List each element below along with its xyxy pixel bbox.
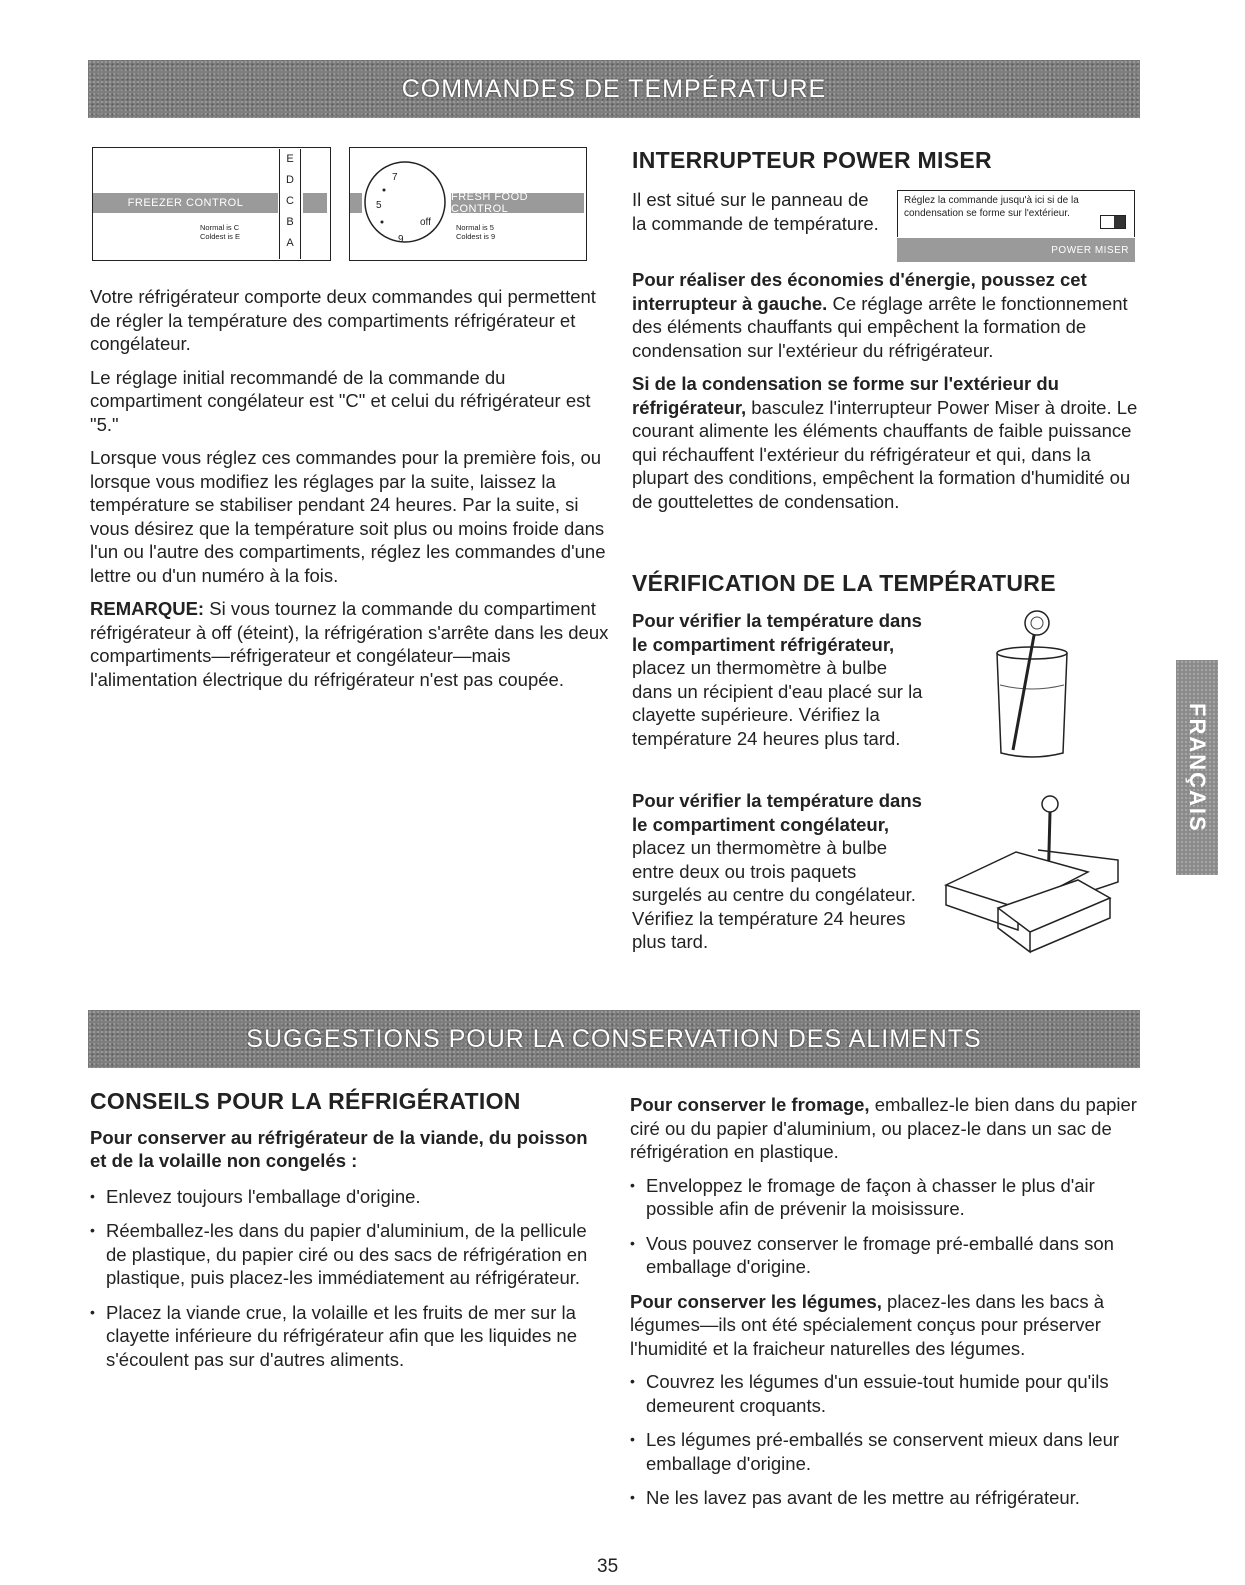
verif-freezer-text [632, 789, 927, 964]
language-tab [1176, 660, 1218, 875]
scale-letter-c: C [286, 195, 294, 207]
verif-fridge-text [632, 609, 927, 760]
energy-savings-lead: Pour réaliser des économies d'énergie, poussez cet interrupteur à gauche. [632, 269, 1087, 314]
freezer-indicator-strip [303, 193, 327, 213]
list-item: • Vous pouvez conserver le fromage pré-emballé dans son emballage d'origine. [630, 1232, 1140, 1279]
power-miser-callout-text: Réglez la commande jusqu'à ici si de la condensation se forme sur l'extérieur. [904, 195, 1079, 219]
freezer-normal-text: Normal is C [200, 223, 240, 232]
intro-paragraph: Votre réfrigérateur comporte deux commandes qui permettent de régler la température des compartiments réfrigérateur et congélateur. [90, 286, 596, 354]
power-miser-callout [897, 190, 1135, 237]
scale-letter-a: A [286, 237, 294, 249]
list-item: • Les légumes pré-emballés se conservent mieux dans leur emballage d'origine. [630, 1428, 1140, 1475]
energy-savings-paragraph [632, 268, 1142, 362]
banner-title: COMMANDES DE TEMPÉRATURE [401, 74, 827, 103]
cheese-list [630, 1174, 1140, 1279]
power-miser-intro: Il est situé sur le panneau de la commande de température. [632, 189, 879, 234]
list-item: • Couvrez les légumes d'un essuie-tout humide pour qu'ils demeurent croquants. [630, 1370, 1140, 1417]
verif-freezer-paragraph [632, 789, 927, 954]
initial-setting-paragraph: Le réglage initial recommandé de la commande du compartiment congélateur est "C" et celui du réfrigérateur est "5." [90, 366, 591, 435]
energy-savings-text: Ce réglage arrête le fonctionnement des éléments chauffants qui empêchent la formation de condensation sur l'extérieur du réfrigérateur. [632, 292, 1128, 361]
cheese-vegetables-column [630, 1093, 1140, 1521]
list-item: • Réemballez-les dans du papier d'aluminium, de la pellicule de plastique, du papier ciré ou des sacs de réfrigération en plastique, puis placez-les immédiatement au réfrigérateur. [90, 1219, 590, 1290]
section-banner-temperature [88, 60, 1140, 118]
meat-storage-lead: Pour conserver au réfrigérateur de la viande, du poisson et de la volaille non congelés : [90, 1126, 588, 1171]
adjustment-paragraph: Lorsque vous réglez ces commandes pour la première fois, ou lorsque vous modifiez les réglages par la suite, laissez la température se stabiliser pendant 24 heures. Par la suite, si vous désirez que la température soit plus ou moins froide dans l'un ou l'autre des compartiments, réglez les commandes d'une lettre ou d'un numéro à la fois. [90, 447, 606, 586]
thermometer-glass-icon [985, 605, 1080, 765]
remarque-label: REMARQUE: [90, 598, 205, 619]
scale-letter-e: E [286, 153, 294, 165]
condensation-text: basculez l'interrupteur Power Miser à droite. Le courant alimente les éléments chauffants de faible puissance qui réchauffent l'extérieur du réfrigérateur et qui, dans la plupart des conditions, empêchent la formation d'humidité ou de gouttelettes de condensation. [632, 396, 1138, 512]
meat-storage-subheading [90, 1126, 590, 1173]
thermometer-frozen-packages-icon [938, 790, 1128, 960]
language-tab-label: FRANÇAIS [1185, 702, 1210, 833]
page-number: 35 [597, 1556, 619, 1577]
list-item: • Enveloppez le fromage de façon à chasser le plus d'air possible afin de prévenir la moisissure. [630, 1174, 1140, 1221]
condensation-lead: Si de la condensation se forme sur l'extérieur du réfrigérateur, [632, 373, 1059, 418]
meat-storage-list [90, 1185, 590, 1372]
power-miser-text [632, 268, 1142, 523]
fresh-normal-text: Normal is 5 [456, 223, 494, 232]
refrigeration-tips-column [90, 1090, 590, 1382]
fresh-food-dial-icon [360, 150, 450, 255]
vegetables-text: placez-les dans les bacs à légumes—ils ont été spécialement conçus pour préserver l'humidité et la fraicheur naturelles des légumes. [630, 1290, 1105, 1359]
list-item: • Enlevez toujours l'emballage d'origine. [90, 1185, 590, 1209]
freezer-control-label: FREEZER CONTROL [93, 193, 278, 213]
verif-fridge-paragraph [632, 609, 927, 750]
svg-text:off: off [420, 217, 431, 228]
verif-freezer-lead: Pour vérifier la température dans le compartiment congélateur, [632, 790, 922, 835]
verification-heading: VÉRIFICATION DE LA TEMPÉRATURE [632, 570, 1056, 596]
cheese-lead: Pour conserver le fromage, [630, 1094, 870, 1115]
refrigeration-tips-heading: CONSEILS POUR LA RÉFRIGÉRATION [90, 1088, 521, 1114]
power-miser-label: POWER MISER [897, 238, 1135, 262]
power-miser-heading: INTERRUPTEUR POWER MISER [632, 147, 992, 173]
power-miser-figure [897, 190, 1137, 269]
fresh-food-control-label: FRESH FOOD CONTROL [451, 193, 584, 213]
section-banner-food-storage [88, 1010, 1140, 1068]
scale-letter-b: B [286, 216, 294, 228]
banner-title: SUGGESTIONS POUR LA CONSERVATION DES ALIMENTS [246, 1024, 982, 1053]
condensation-paragraph [632, 372, 1142, 513]
svg-text:9: 9 [398, 234, 404, 245]
vegetables-paragraph [630, 1290, 1140, 1361]
vegetables-list [630, 1370, 1140, 1510]
temperature-intro-column [90, 285, 610, 701]
cheese-paragraph [630, 1093, 1140, 1164]
remarque-paragraph [90, 597, 610, 691]
list-item: • Ne les lavez pas avant de les mettre au réfrigérateur. [630, 1486, 1140, 1510]
svg-text:5: 5 [376, 200, 382, 211]
scale-letter-d: D [286, 174, 294, 186]
cheese-text: emballez-le bien dans du papier ciré ou du papier d'aluminium, ou placez-le dans un sac de réfrigération en plastique. [630, 1094, 1137, 1162]
list-item: • Placez la viande crue, la volaille et les fruits de mer sur la clayette inférieure du réfrigérateur afin que les liquides ne s'écoulent pas sur d'autres aliments. [90, 1301, 590, 1372]
verif-fridge-lead: Pour vérifier la température dans le compartiment réfrigérateur, [632, 610, 922, 655]
verif-fridge-body: placez un thermomètre à bulbe dans un récipient d'eau placé sur la clayette supérieure. Vérifiez la température 24 heures plus tard. [632, 657, 923, 749]
power-miser-switch-icon [1100, 215, 1126, 229]
fresh-coldest-text: Coldest is 9 [456, 232, 496, 241]
svg-text:7: 7 [392, 172, 398, 183]
verif-freezer-body: placez un thermomètre à bulbe entre deux ou trois paquets surgelés au centre du congélateur. Vérifiez la température 24 heures plus tard. [632, 837, 916, 952]
freezer-coldest-text: Coldest is E [200, 232, 241, 241]
vegetables-lead: Pour conserver les légumes, [630, 1290, 882, 1312]
freezer-letter-scale [279, 149, 301, 259]
remarque-text: Si vous tournez la commande du compartiment réfrigérateur à off (éteint), la réfrigération s'arrête dans les deux compartiments—réfrigerateur et congélateur—mais l'alimentation électrique du réfrigérateur n'est pas coupée. [90, 598, 609, 690]
